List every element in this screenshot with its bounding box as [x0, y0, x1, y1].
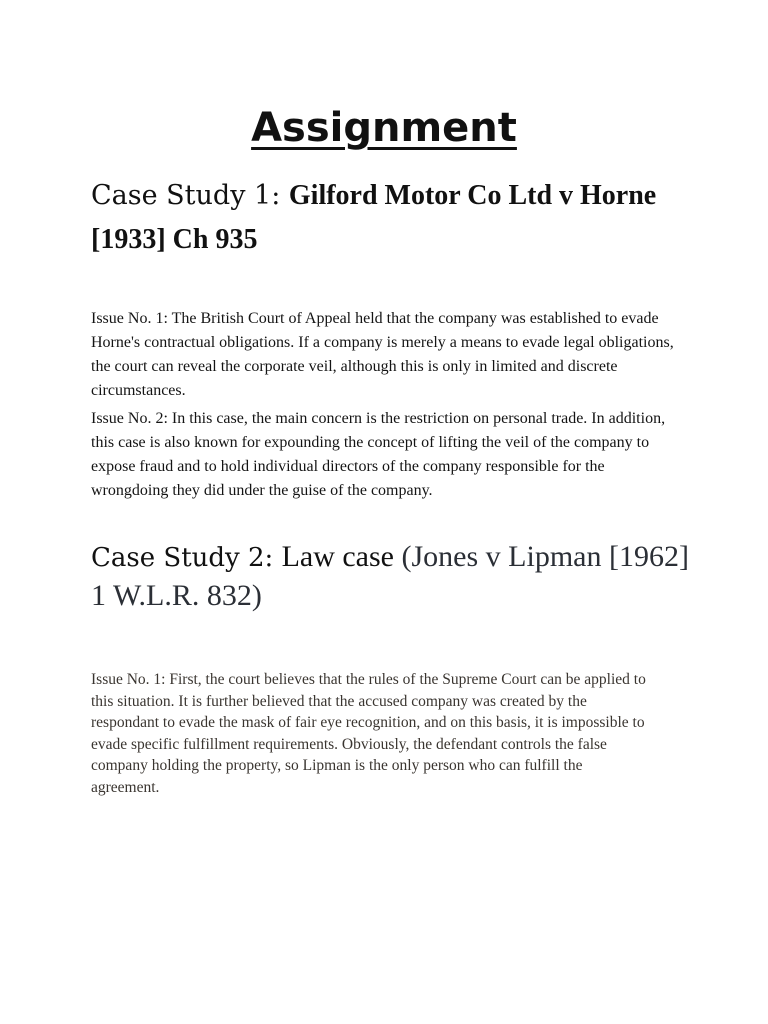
case-study-2-heading: [91, 538, 691, 614]
case-study-1-issue-2: Issue No. 2: In this case, the main concern is the restriction on personal trade. In addition, this case is also known for expounding the concept of lifting the veil of the company to expose fraud and to hold individual directors of the company responsible for the wrongdoing they did under the guise of the company.: [91, 410, 666, 499]
case-study-2-case-prefix: Law case: [281, 540, 402, 573]
case-study-2-case-name: (Jones v Lipman [1962] 1 W.L.R. 832): [91, 540, 689, 612]
document-title-text: Assignment: [251, 105, 517, 151]
case-study-1-issue-1: Issue No. 1: The British Court of Appeal held that the company was established to evade Horne's contractual obligations. If a company is merely a means to evade legal obligations, the court can reveal the corporate veil, although this is only in limited and discrete circumstances.: [91, 310, 674, 399]
case-study-2-label: Case Study 2:: [91, 543, 282, 573]
case-study-2-issue-1: Issue No. 1: First, the court believes that the rules of the Supreme Court can be applied to this situation. It is further believed that the accused company was created by the respondant to evade the mask of fair eye recognition, and on this basis, it is impossible to evade specific fulfillment requirements. Obviously, the defendant controls the false company holding the property, so Lipman is the only person who can fulfill the agreement.: [91, 671, 646, 796]
case-study-1-case-name: Gilford Motor Co Ltd v Horne [1933] Ch 935: [91, 180, 657, 255]
case-study-1-label: Case Study 1:: [91, 180, 289, 211]
document-title: [0, 102, 768, 154]
case-study-1-heading: [91, 174, 691, 262]
